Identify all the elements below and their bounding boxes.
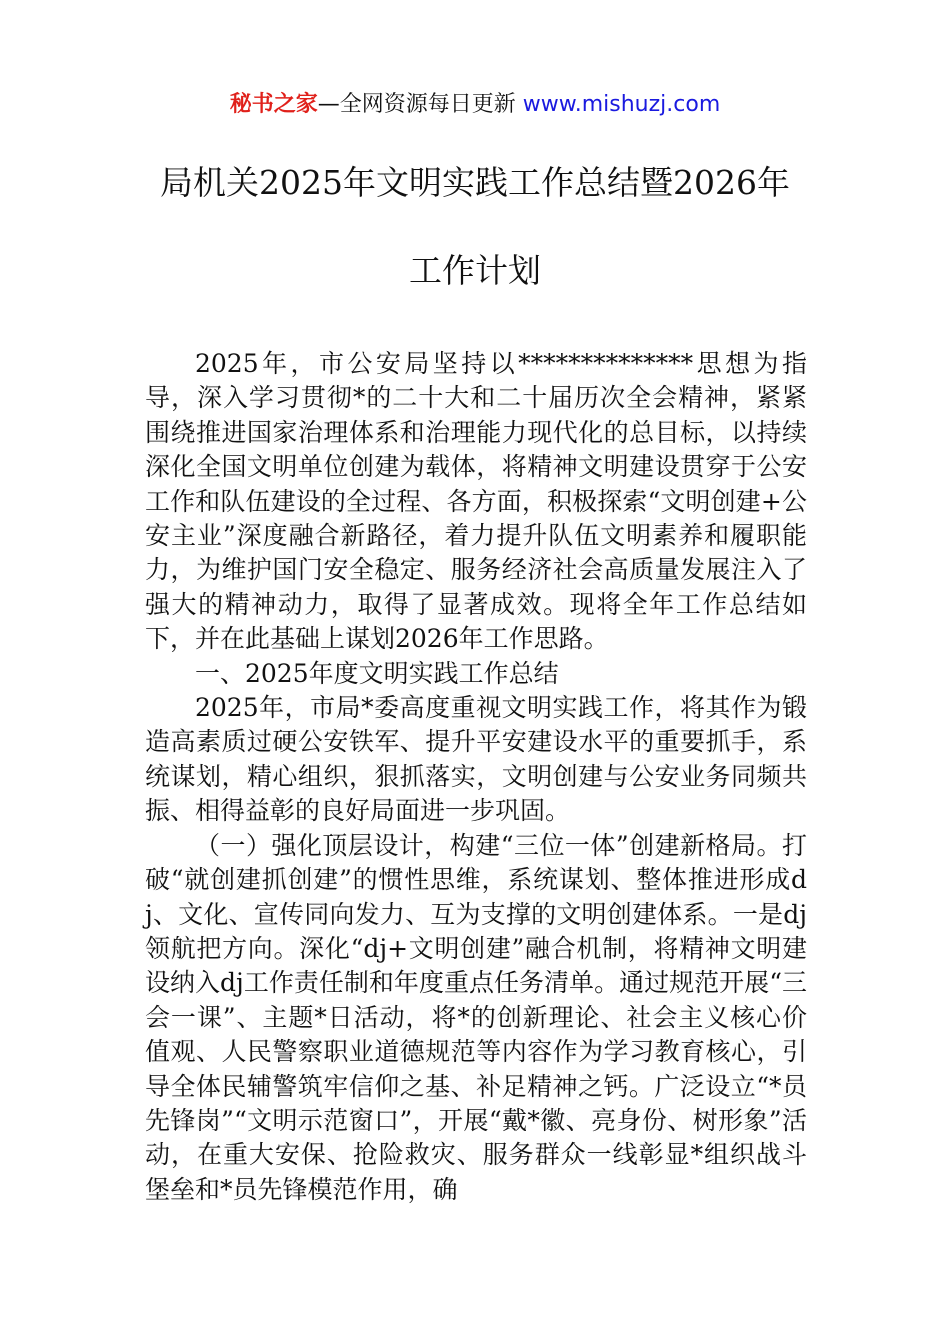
brand-name: 秘书之家: [229, 92, 318, 117]
section-heading-1: 一、2025年度文明实践工作总结: [195, 658, 559, 688]
paragraph-subsection-1: （一）强化顶层设计，构建“三位一体”创建新格局。打破“就创建抓创建”的惯性思维，系统谋划、整体推进形成dj、文化、宣传同向发力、互为支撑的文明创建体系。一是dj领航把方向。深化“dj+文明创建”融合机制，将精神文明建设纳入dj工作责任制和年度重点任务清单。通过规范开展“三会一课”、主题*日活动，将*的创新理论、社会主义核心价值观、人民警察职业道德规范等内容作为学习教育核心，引导全体民辅警筑牢信仰之基、补足精神之钙。广泛设立“*员先锋岗”“文明示范窗口”，开展“戴*徽、亮身份、树形象”活动，在重大安保、抢险救灾、服务群众一线彰显*组织战斗堡垒和*员先锋模范作用，确: [145, 830, 807, 1204]
paragraph-summary: 2025年，市局*委高度重视文明实践工作，将其作为锻造高素质过硬公安铁军、提升平安建设水平的重要抓手，系统谋划，精心组织，狠抓落实，文明创建与公安业务同频共振、相得益彰的良好局面进一步巩固。: [145, 693, 807, 826]
document-title: [0, 158, 950, 334]
paragraph-intro: 2025年，市公安局坚持以**************思想为指导，深入学习贯彻*的二十大和二十届历次全会精神，紧紧围绕推进国家治理体系和治理能力现代化的总目标，以持续深化全国文明单位创建为载体，将精神文明建设贯穿于公安工作和队伍建设的全过程、各方面，积极探索“文明创建+公安主业”深度融合新路径，着力提升队伍文明素养和履职能力，为维护国门安全稳定、服务经济社会高质量发展注入了强大的精神动力，取得了显著成效。现将全年工作总结如下，并在此基础上谋划2026年工作思路。: [145, 349, 807, 654]
document-title-line-2: 工作计划: [409, 251, 541, 290]
header-tagline: —全网资源每日更新: [317, 92, 516, 117]
site-url-link[interactable]: www.mishuzj.com: [522, 92, 721, 117]
site-header: [0, 88, 950, 122]
document-title-line-1: 局机关2025年文明实践工作总结暨2026年: [160, 163, 790, 202]
document-body: [145, 347, 807, 1207]
